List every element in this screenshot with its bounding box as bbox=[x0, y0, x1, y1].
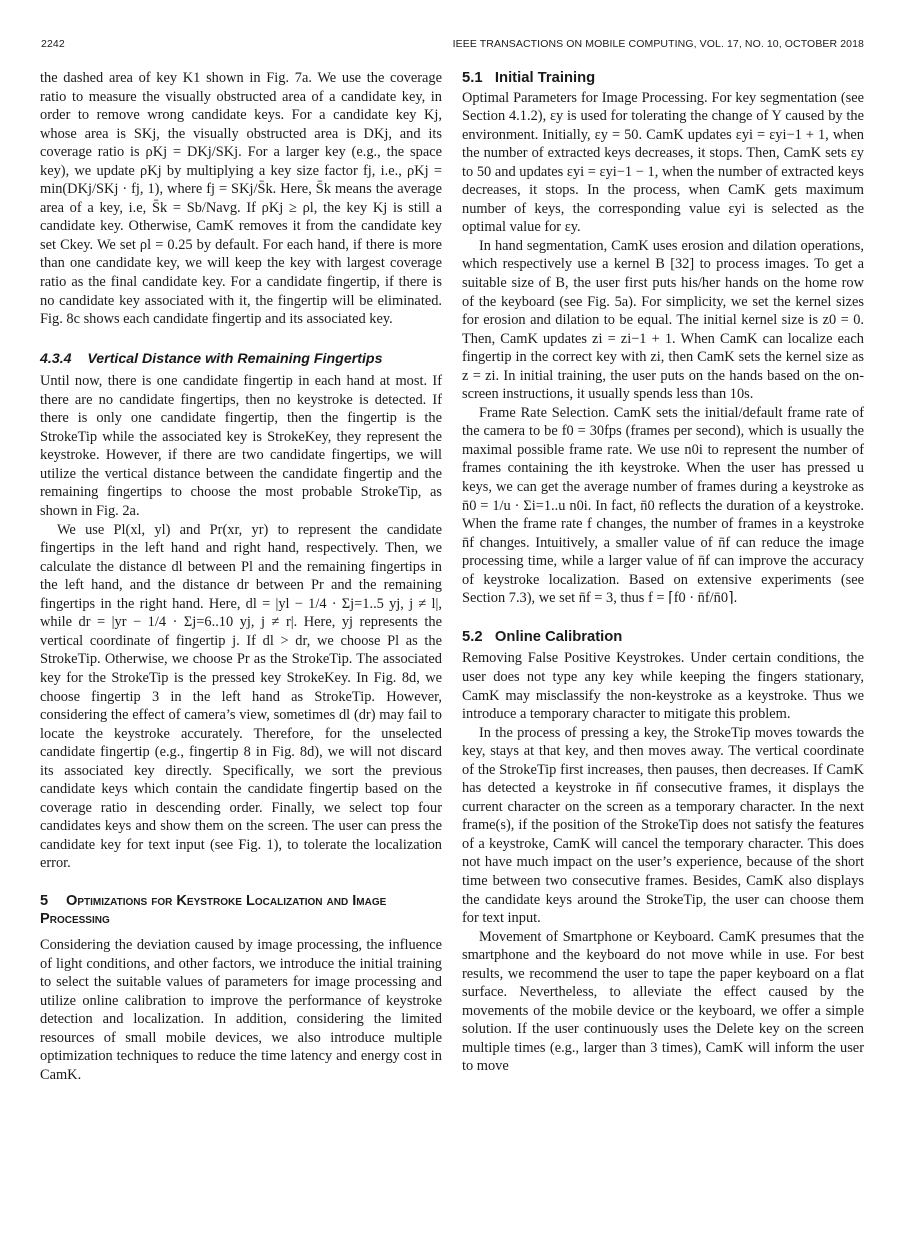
paragraph-frame-rate: Frame Rate Selection. CamK sets the initial/default frame rate of the camera to be f0 = 30fps (frames per second), which is usually the maximal possible frame rate. We use n0i to represent the number of frames containing the ith keystroke. When the user has pressed u keys, we can get the average number of frames during a keystroke as n̄0 = 1/u · Σi=1..u n0i. In fact, n̄0 reflects the duration of a keystroke. When the frame rate f changes, the number of frames in a keystroke n̄f changes. Intuitively, a smaller value of n̄f can reduce the image processing time, while a larger value of n̄f can improve the accuracy of keystroke localization. Based on extensive experiments (see Section 7.3), we set n̄f = 3, thus f = ⌈f0 · n̄f/n̄0⌉. bbox=[462, 404, 864, 607]
section-number: 5.2 bbox=[462, 628, 483, 645]
section-heading-5-2 bbox=[462, 628, 864, 647]
section-heading-5-1 bbox=[462, 69, 864, 88]
paragraph-temporary-character: In the process of pressing a key, the StrokeTip moves towards the key, stays at that key, and then moves away. The vertical coordinate of the StrokeTip first increases, then pauses, then decreases. If CamK has detected a keystroke in n̄f consecutive frames, it displays the current character on the screen as a temporary character. In the next frame(s), if the position of the StrokeTip does not satisfy the features of a keystroke, CamK will cancel the temporary character. This does not have much impact on the user’s experience, because of the short time between two consecutive frames. Besides, CamK also displays the candidate keys around the StrokeTip, the user can choose them for text input. bbox=[462, 724, 864, 927]
paragraph-hand-segmentation: In hand segmentation, CamK uses erosion and dilation operations, which respectively use a kernel B [32] to process images. To get a suitable size of B, the user first puts his/her hands on the home row of the keyboard (see Fig. 5a). For simplicity, we set the kernel sizes for erosion and dilation to be equal. The initial kernel size is z0 = 0. Then, CamK updates zi = zi−1 + 1. When CamK can localize each fingertip in the correct key with zi, then CamK sets the kernel size as z = zi. In initial training, the user puts on the hands based on the on-screen instructions, it usually spends less than 10s. bbox=[462, 237, 864, 403]
paragraph-candidate-fingertips: Until now, there is one candidate fingertip in each hand at most. If there are no candidate fingertips, then no keystroke is detected. If there is only one candidate fingertip, then the fingertip is the StrokeTip while the associated key is StrokeKey, they represent the keystroke. However, if there are two candidate fingertips, we will utilize the vertical distance between the candidate fingertip and the remaining fingertips to choose the most probable StrokeTip, as shown in Fig. 2a. bbox=[40, 373, 442, 520]
section-number: 5 bbox=[40, 892, 49, 909]
subsection-title: Vertical Distance with Remaining Fingertips bbox=[87, 350, 383, 367]
left-column bbox=[40, 69, 442, 1084]
paragraph-optimizations-intro: Considering the deviation caused by image processing, the influence of light conditions, and other factors, we introduce the initial training to select the suitable values of parameters for image processing and utilize online calibration to improve the performance of keystroke detection and localization. In addition, considering the limited resources of small mobile devices, we also introduce multiple optimization techniques to reduce the time latency and energy cost in CamK. bbox=[40, 936, 442, 1083]
running-header bbox=[41, 38, 864, 52]
right-column bbox=[462, 69, 864, 1076]
page-number: 2242 bbox=[41, 38, 65, 50]
subsection-heading-4-3-4 bbox=[40, 350, 442, 369]
section-title: Initial Training bbox=[494, 70, 596, 86]
paragraph-vertical-distance: We use Pl(xl, yl) and Pr(xr, yr) to represent the candidate fingertips in the left hand and right hand, respectively. Then, we calculate the distance dl between Pl and the remaining fingertips in the left hand, and the distance dr between Pr and the remaining fingertips in the right hand. Here, dl = |yl − 1/4 · Σj=1..5 yj, j ≠ l|, while dr = |yr − 1/4 · Σj=6..10 yj, j ≠ r|. Here, yj represents the vertical coordinate of fingertip j. If dl > dr, we choose Pl as the StrokeTip. Otherwise, we choose Pr as the StrokeTip. The associated key for the StrokeTip is the pressed key StrokeKey. In Fig. 8d, we choose fingertip 3 in the left hand as StrokeTip. However, considering the effect of camera’s view, sometimes dl (dr) may fail to locate the keystroke accurately. Therefore, for the unselected candidate fingertip (e.g., fingertip 8 in Fig. 8d), we will not discard its associated key directly. Specifically, we sort the previous candidate keys which contain the candidate fingertip based on the coverage ratio in descending order. Finally, we select top four candidates keys and show them on the screen. The user can press the candidate key for text input (see Fig. 1), to tolerate the localization error. bbox=[40, 521, 442, 872]
paragraph-coverage-ratio: the dashed area of key K1 shown in Fig. 7a. We use the coverage ratio to measure the visually obstructed area of a candidate key, in order to remove wrong candidate keys. For a candidate key Kj, whose area is SKj, the visually obstructed area is DKj, and its coverage ratio is ρKj = DKj/SKj. For a larger key (e.g., the space key), we update ρKj by multiplying a key size factor fj, i.e., ρKj = min(DKj/SKj · fj, 1), where fj = SKj/S̄k. Here, S̄k means the average area of a key, i.e, S̄k = Sb/Navg. If ρKj ≥ ρl, the key Kj is still a candidate key. Otherwise, CamK removes it from the candidate key set Ckey. We set ρl = 0.25 by default. For each hand, if there is more than one candidate key, we will keep the key with largest coverage ratio as the final candidate key. For a candidate fingertip, if there is no candidate key associated with it, the fingertip will be eliminated. Fig. 8c shows each candidate fingertip and its associated key. bbox=[40, 70, 442, 328]
section-heading-5 bbox=[40, 892, 442, 928]
paragraph-movement: Movement of Smartphone or Keyboard. CamK presumes that the smartphone and the keyboard do not move while in use. For best results, we recommend the user to tape the paper keyboard on a flat surface. Nevertheless, to alleviate the effect caused by the movements of the mobile device or the keyboard, we offer a simple solution. If the user continuously uses the Delete key on the screen multiple times (e.g., larger than 3 times), CamK will inform the user to move bbox=[462, 928, 864, 1075]
paragraph-optimal-parameters: Optimal Parameters for Image Processing. For key segmentation (see Section 4.1.2), εy is used for tolerating the change of Y caused by the environment. Initially, εy = 50. CamK updates εyi = εyi−1 + 1, when the number of extracted keys decreases, it stops. Then, CamK sets εy to 50 and updates εyi = εyi−1 − 1, when the number of extracted keys decreases, it stops. In the process, when CamK gets maximum number of keys, the corresponding value εyi is selected as the optimal value for εy. bbox=[462, 89, 864, 236]
paragraph-false-positive: Removing False Positive Keystrokes. Under certain conditions, the user does not type any key while keeping the fingers stationary, CamK may misclassify the non-keystroke as a keystroke. Thus we introduce a temporary character to mitigate this problem. bbox=[462, 650, 864, 723]
section-title: Online Calibration bbox=[494, 628, 623, 645]
journal-header: IEEE TRANSACTIONS ON MOBILE COMPUTING, VOL. 17, NO. 10, OCTOBER 2018 bbox=[452, 38, 864, 50]
section-title: Optimizations for Keystroke Localization and Image Processing bbox=[40, 892, 387, 927]
subsection-number: 4.3.4 bbox=[40, 350, 72, 367]
section-number: 5.1 bbox=[462, 70, 483, 86]
